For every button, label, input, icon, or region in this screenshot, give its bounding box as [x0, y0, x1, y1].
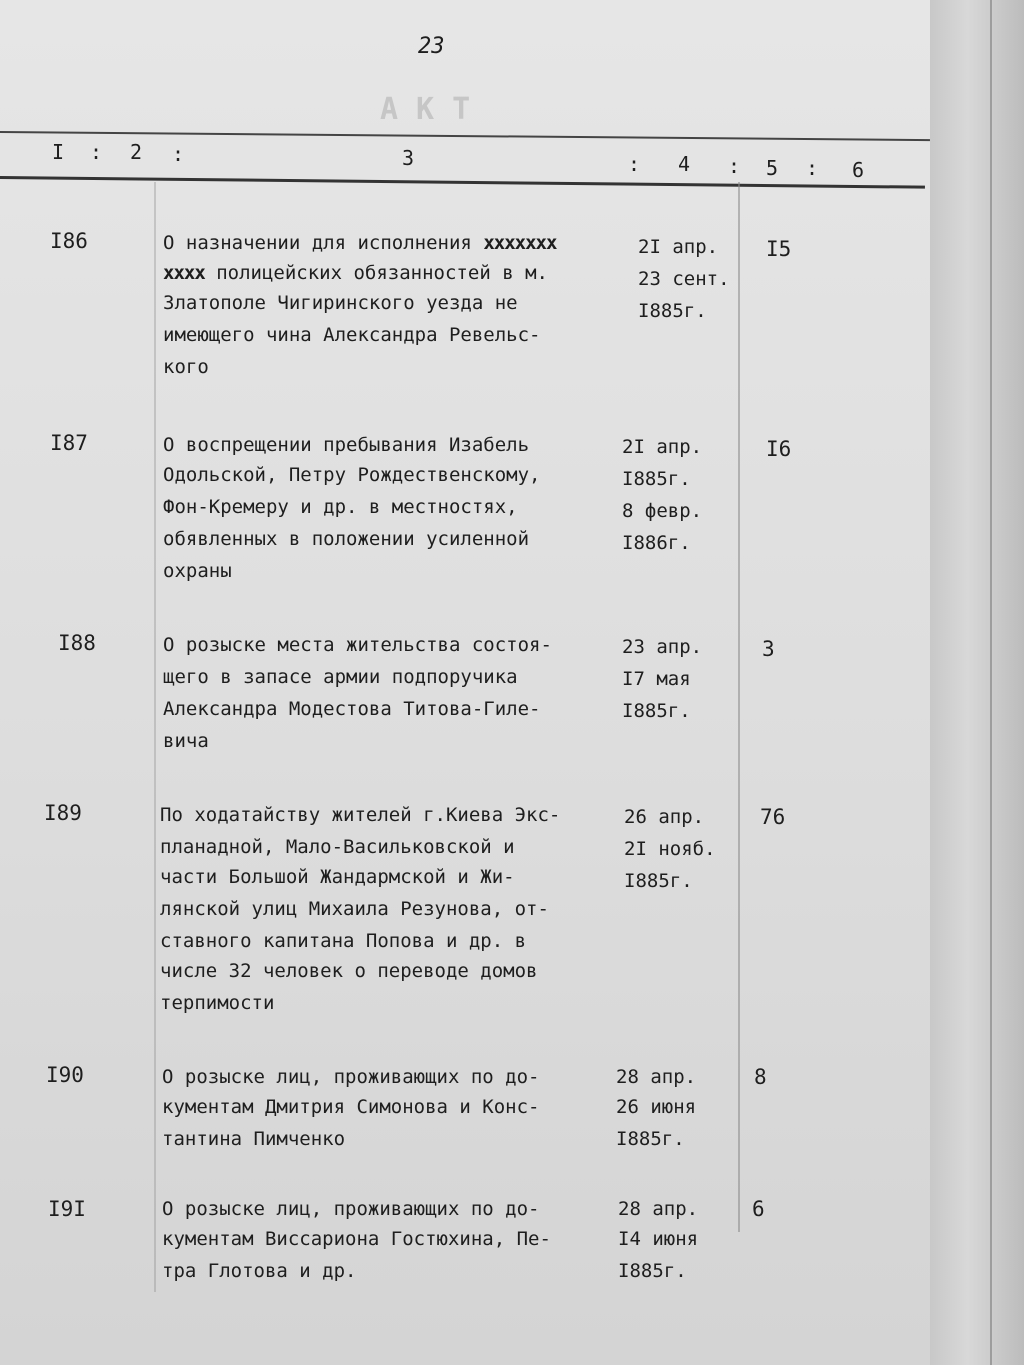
entry-title-line: О назначении для исполнения ххххххх — [163, 232, 557, 254]
column-divider — [154, 182, 156, 1292]
entry-date: 2I нояб. — [624, 838, 716, 860]
header-separator: : — [728, 154, 741, 178]
entry-title-line: хххх полицейских обязанностей в м. — [163, 262, 548, 284]
struck-out-text: ххххххх — [483, 232, 557, 254]
entry-title-line: тантина Пимченко — [162, 1128, 346, 1150]
entry-title-line: ставного капитана Попова и др. в — [160, 930, 527, 952]
entry-number: I9I — [48, 1197, 86, 1221]
column-divider — [738, 182, 740, 1232]
entry-title-line: имеющего чина Александра Ревельс- — [163, 324, 541, 346]
header-col-3: 3 — [402, 146, 415, 170]
entry-date: I885г. — [622, 700, 691, 722]
header-separator: : — [628, 152, 641, 176]
entry-date: 2I апр. — [638, 236, 719, 258]
entry-title-line: терпимости — [160, 992, 275, 1014]
entry-date: 8 февр. — [622, 500, 703, 522]
entry-title-line: Одольской, Петру Рождественскому, — [163, 464, 541, 486]
page-number: 23 — [418, 34, 445, 59]
entry-title-line: лянской улиц Михаила Резунова, от- — [160, 898, 549, 920]
entry-date: I885г. — [622, 468, 691, 490]
entry-date: I886г. — [622, 532, 691, 554]
entry-title-line: О воспрещении пребывания Изабель — [163, 434, 530, 456]
entry-date: 26 июня — [616, 1096, 697, 1118]
entry-date: 28 апр. — [618, 1198, 699, 1220]
entry-sheets: 8 — [754, 1065, 767, 1089]
entry-title-line: О розыске лиц, проживающих по до- — [162, 1198, 540, 1220]
header-col-5: 5 — [766, 156, 779, 180]
entry-sheets: 6 — [752, 1197, 765, 1221]
header-col-2: 2 — [130, 140, 143, 164]
header-separator: : — [90, 140, 103, 164]
entry-date: 26 апр. — [624, 806, 705, 828]
entry-title-line: О розыске лиц, проживающих по до- — [162, 1066, 540, 1088]
entry-date: I885г. — [638, 300, 707, 322]
struck-out-text: хххх — [163, 262, 205, 284]
entry-title-line: Фон-Кремеру и др. в местностях, — [163, 496, 518, 518]
entry-title-line: тра Глотова и др. — [162, 1260, 357, 1282]
header-separator: : — [172, 142, 185, 166]
entry-title-line: вича — [163, 730, 209, 752]
entry-title-line: обявленных в положении усиленной — [163, 528, 530, 550]
page-edge — [930, 0, 1024, 1365]
entry-date: 23 апр. — [622, 636, 703, 658]
entry-title-line: числе 32 человек о переводе домов — [160, 960, 538, 982]
entry-sheets: I5 — [766, 237, 792, 261]
entry-title-line: планадной, Мало-Васильковской и — [160, 836, 515, 858]
entry-date: I885г. — [618, 1260, 687, 1282]
entry-sheets: I6 — [766, 437, 792, 461]
entry-date: I4 июня — [618, 1228, 699, 1250]
entry-number: I89 — [44, 801, 82, 825]
entry-title-line: Златополе Чигиринского уезда не — [163, 292, 518, 314]
entry-title-line: Александра Модестова Титова-Гиле- — [163, 698, 541, 720]
entry-date: I7 мая — [622, 668, 691, 690]
entry-number: I86 — [50, 229, 88, 253]
entry-date: 23 сент. — [638, 268, 730, 290]
header-separator: : — [806, 156, 819, 180]
entry-sheets: 76 — [760, 805, 786, 829]
entry-title-line: кументам Виссариона Гостюхина, Пе- — [162, 1228, 551, 1250]
entry-date: 28 апр. — [616, 1066, 697, 1088]
entry-number: I88 — [58, 631, 96, 655]
page-edge-line — [990, 0, 992, 1365]
entry-sheets: 3 — [762, 637, 775, 661]
header-col-1: I — [52, 140, 65, 164]
entry-date: I885г. — [616, 1128, 685, 1150]
entry-title-line: О розыске места жительства состоя- — [163, 634, 552, 656]
entry-number: I87 — [50, 431, 88, 455]
header-col-6: 6 — [852, 158, 865, 182]
entry-title-line: кументам Дмитрия Симонова и Конс- — [162, 1096, 540, 1118]
header-col-4: 4 — [678, 152, 691, 176]
entry-date: I885г. — [624, 870, 693, 892]
entry-title-line: щего в запасе армии подпоручика — [163, 666, 518, 688]
entry-title-line: части Большой Жандармской и Жи- — [160, 866, 515, 888]
entry-date: 2I апр. — [622, 436, 703, 458]
bleed-through-title: АКТ — [380, 92, 489, 127]
entry-title-line: охраны — [163, 560, 232, 582]
entry-number: I90 — [46, 1063, 84, 1087]
entry-title-line: кого — [163, 356, 209, 378]
entry-title-line: По ходатайству жителей г.Киева Экс- — [160, 804, 561, 826]
